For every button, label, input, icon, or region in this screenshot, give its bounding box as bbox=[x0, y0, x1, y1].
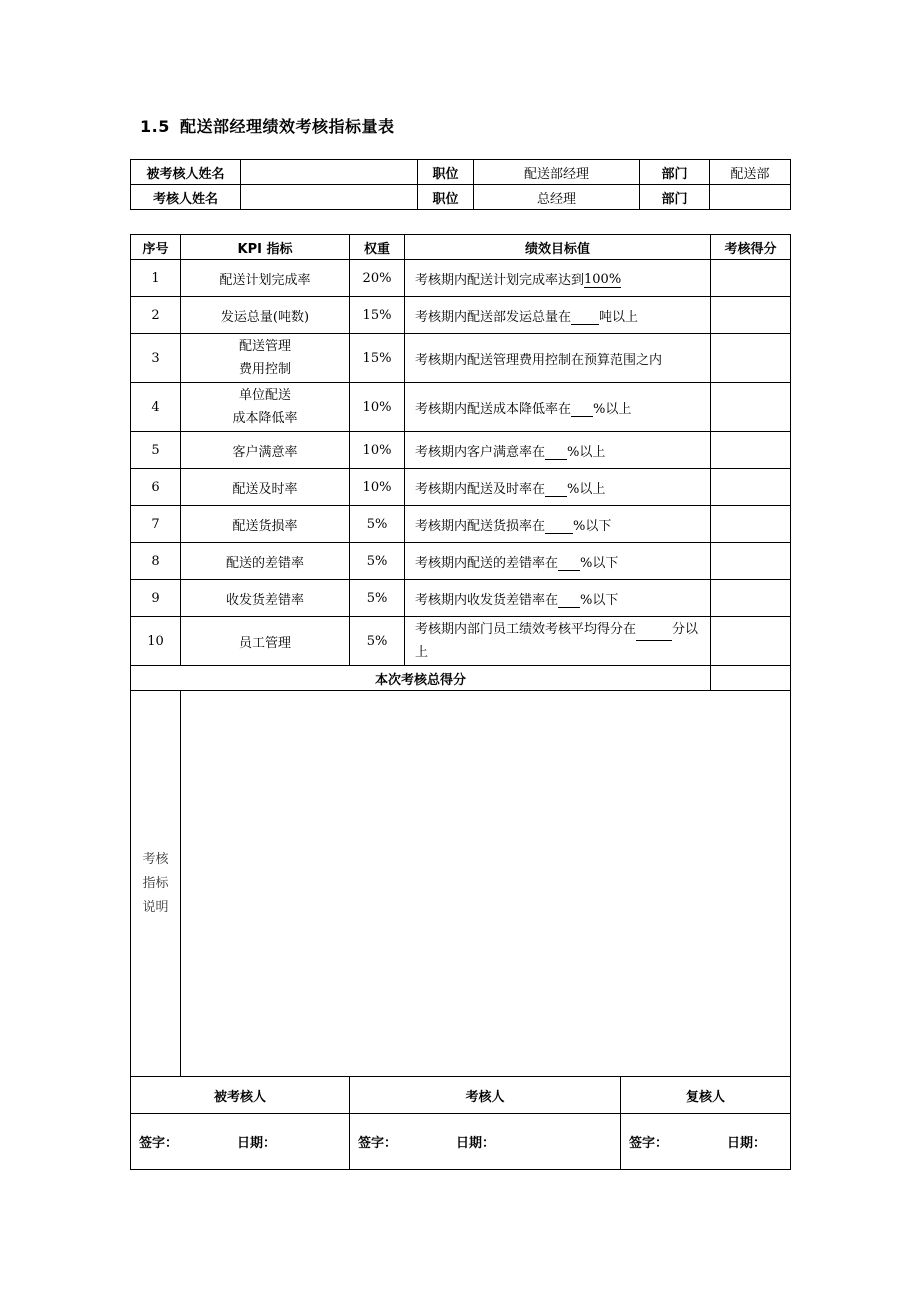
notes-label-line: 指标 bbox=[142, 875, 169, 891]
header-target: 绩效目标值 bbox=[405, 235, 711, 260]
assessee-sign-cell[interactable] bbox=[131, 1114, 350, 1170]
assessee-position-label: 职位 bbox=[418, 160, 474, 185]
assessor-sign-header: 考核人 bbox=[350, 1077, 621, 1114]
table-row bbox=[131, 469, 791, 506]
row-score-cell[interactable] bbox=[711, 260, 791, 297]
notes-row bbox=[131, 691, 791, 1077]
target-blank[interactable] bbox=[636, 627, 672, 641]
table-row bbox=[131, 432, 791, 469]
row-no: 4 bbox=[131, 383, 181, 432]
row-kpi: 客户满意率 bbox=[181, 432, 350, 469]
row-score-cell[interactable] bbox=[711, 543, 791, 580]
row-score-cell[interactable] bbox=[711, 580, 791, 617]
row-kpi-line: 成本降低率 bbox=[232, 411, 298, 426]
row-weight: 15% bbox=[350, 297, 405, 334]
row-target bbox=[405, 506, 711, 543]
row-weight: 10% bbox=[350, 383, 405, 432]
assessor-name-field[interactable] bbox=[241, 185, 418, 210]
target-text: 考核期内配送货损率在 bbox=[415, 518, 546, 534]
assessee-name-label: 被考核人姓名 bbox=[131, 160, 241, 185]
header-kpi: KPI 指标 bbox=[181, 235, 350, 260]
row-kpi: 员工管理 bbox=[181, 617, 350, 666]
target-text: 考核期内客户满意率在 bbox=[415, 444, 546, 460]
table-row bbox=[131, 580, 791, 617]
row-weight: 5% bbox=[350, 506, 405, 543]
date-label: 日期： bbox=[456, 1136, 496, 1151]
row-weight: 20% bbox=[350, 260, 405, 297]
row-target bbox=[405, 432, 711, 469]
row-no: 5 bbox=[131, 432, 181, 469]
row-kpi bbox=[181, 334, 350, 383]
assessee-position-value[interactable]: 配送部经理 bbox=[474, 160, 640, 185]
target-blank[interactable] bbox=[558, 594, 580, 608]
row-target bbox=[405, 617, 711, 666]
target-text: 考核期内部门员工绩效考核平均得分在 bbox=[415, 622, 637, 637]
notes-area[interactable] bbox=[181, 691, 791, 1077]
sign-label: 签字： bbox=[629, 1136, 669, 1151]
row-score-cell[interactable] bbox=[711, 432, 791, 469]
notes-label-line: 说明 bbox=[142, 899, 169, 915]
table-row bbox=[131, 334, 791, 383]
info-table bbox=[130, 159, 791, 210]
date-label: 日期： bbox=[727, 1136, 767, 1151]
row-target bbox=[405, 383, 711, 432]
row-score-cell[interactable] bbox=[711, 383, 791, 432]
row-target bbox=[405, 543, 711, 580]
target-suffix: 分以上 bbox=[415, 622, 699, 660]
target-text: 考核期内配送计划完成率达到 bbox=[415, 272, 585, 288]
row-no: 9 bbox=[131, 580, 181, 617]
row-kpi-line: 费用控制 bbox=[238, 362, 291, 377]
assessor-dept-label: 部门 bbox=[640, 185, 710, 210]
assessor-name-label: 考核人姓名 bbox=[131, 185, 241, 210]
table-row bbox=[131, 260, 791, 297]
row-target bbox=[405, 260, 711, 297]
target-suffix: %以上 bbox=[593, 401, 632, 417]
assessee-name-field[interactable] bbox=[241, 160, 418, 185]
row-score-cell[interactable] bbox=[711, 334, 791, 383]
total-score-label: 本次考核总得分 bbox=[131, 666, 711, 691]
row-target bbox=[405, 469, 711, 506]
assessor-position-value[interactable]: 总经理 bbox=[474, 185, 640, 210]
table-row bbox=[131, 383, 791, 432]
target-blank[interactable] bbox=[545, 520, 573, 534]
row-kpi: 配送计划完成率 bbox=[181, 260, 350, 297]
table-row bbox=[131, 617, 791, 666]
row-weight: 5% bbox=[350, 617, 405, 666]
section-number: 1.5 bbox=[140, 117, 170, 136]
row-no: 6 bbox=[131, 469, 181, 506]
table-row bbox=[131, 506, 791, 543]
row-weight: 5% bbox=[350, 580, 405, 617]
total-score-cell[interactable] bbox=[711, 666, 791, 691]
header-no: 序号 bbox=[131, 235, 181, 260]
target-blank[interactable] bbox=[571, 311, 599, 325]
row-kpi-line: 单位配送 bbox=[238, 388, 291, 403]
row-kpi: 收发货差错率 bbox=[181, 580, 350, 617]
row-kpi: 配送的差错率 bbox=[181, 543, 350, 580]
notes-label-line: 考核 bbox=[142, 851, 169, 867]
target-blank[interactable]: 100% bbox=[584, 271, 622, 287]
row-no: 7 bbox=[131, 506, 181, 543]
row-kpi: 配送及时率 bbox=[181, 469, 350, 506]
page-title bbox=[140, 114, 395, 137]
row-score-cell[interactable] bbox=[711, 469, 791, 506]
row-score-cell[interactable] bbox=[711, 617, 791, 666]
target-suffix: %以上 bbox=[567, 444, 606, 460]
kpi-table bbox=[130, 234, 791, 1170]
row-weight: 10% bbox=[350, 469, 405, 506]
target-text: 考核期内配送的差错率在 bbox=[415, 555, 559, 571]
header-weight: 权重 bbox=[350, 235, 405, 260]
target-blank[interactable] bbox=[545, 446, 567, 460]
sign-label: 签字： bbox=[139, 1136, 179, 1151]
row-weight: 5% bbox=[350, 543, 405, 580]
assessee-dept-label: 部门 bbox=[640, 160, 710, 185]
table-row bbox=[131, 543, 791, 580]
target-text: 考核期内配送管理费用控制在预算范围之内 bbox=[415, 352, 663, 368]
target-blank[interactable] bbox=[571, 403, 593, 417]
target-suffix: %以上 bbox=[567, 481, 606, 497]
assessor-row bbox=[131, 185, 791, 210]
header-score: 考核得分 bbox=[711, 235, 791, 260]
date-label: 日期： bbox=[237, 1136, 277, 1151]
row-no: 2 bbox=[131, 297, 181, 334]
table-row bbox=[131, 297, 791, 334]
signature-header-row bbox=[131, 1077, 791, 1114]
kpi-header-row bbox=[131, 235, 791, 260]
row-no: 3 bbox=[131, 334, 181, 383]
row-kpi: 发运总量(吨数) bbox=[181, 297, 350, 334]
section-title: 配送部经理绩效考核指标量表 bbox=[180, 117, 395, 136]
row-weight: 15% bbox=[350, 334, 405, 383]
row-target bbox=[405, 580, 711, 617]
row-target bbox=[405, 334, 711, 383]
assessee-row bbox=[131, 160, 791, 185]
target-text: 考核期内配送及时率在 bbox=[415, 481, 546, 497]
target-suffix: %以下 bbox=[580, 592, 619, 608]
target-suffix: %以下 bbox=[573, 518, 612, 534]
sign-label: 签字： bbox=[358, 1136, 398, 1151]
total-row bbox=[131, 666, 791, 691]
row-score-cell[interactable] bbox=[711, 506, 791, 543]
target-text: 考核期内收发货差错率在 bbox=[415, 592, 559, 608]
target-suffix: 吨以上 bbox=[599, 309, 639, 325]
row-weight: 10% bbox=[350, 432, 405, 469]
target-suffix: %以下 bbox=[580, 555, 619, 571]
signature-row bbox=[131, 1114, 791, 1170]
row-kpi-line: 配送管理 bbox=[238, 339, 291, 354]
assessee-dept-value[interactable]: 配送部 bbox=[710, 160, 791, 185]
row-no: 8 bbox=[131, 543, 181, 580]
assessor-position-label: 职位 bbox=[418, 185, 474, 210]
target-text: 考核期内配送成本降低率在 bbox=[415, 401, 572, 417]
target-text: 考核期内配送部发运总量在 bbox=[415, 309, 572, 325]
row-no: 10 bbox=[131, 617, 181, 666]
assessee-sign-header: 被考核人 bbox=[131, 1077, 350, 1114]
row-kpi: 配送货损率 bbox=[181, 506, 350, 543]
row-target bbox=[405, 297, 711, 334]
reviewer-sign-header: 复核人 bbox=[621, 1077, 791, 1114]
row-no: 1 bbox=[131, 260, 181, 297]
assessor-sign-cell[interactable] bbox=[350, 1114, 621, 1170]
target-blank[interactable] bbox=[545, 483, 567, 497]
assessor-dept-value[interactable] bbox=[710, 185, 791, 210]
row-kpi bbox=[181, 383, 350, 432]
target-blank[interactable] bbox=[558, 557, 580, 571]
notes-label bbox=[131, 691, 181, 1077]
reviewer-sign-cell[interactable] bbox=[621, 1114, 791, 1170]
row-score-cell[interactable] bbox=[711, 297, 791, 334]
